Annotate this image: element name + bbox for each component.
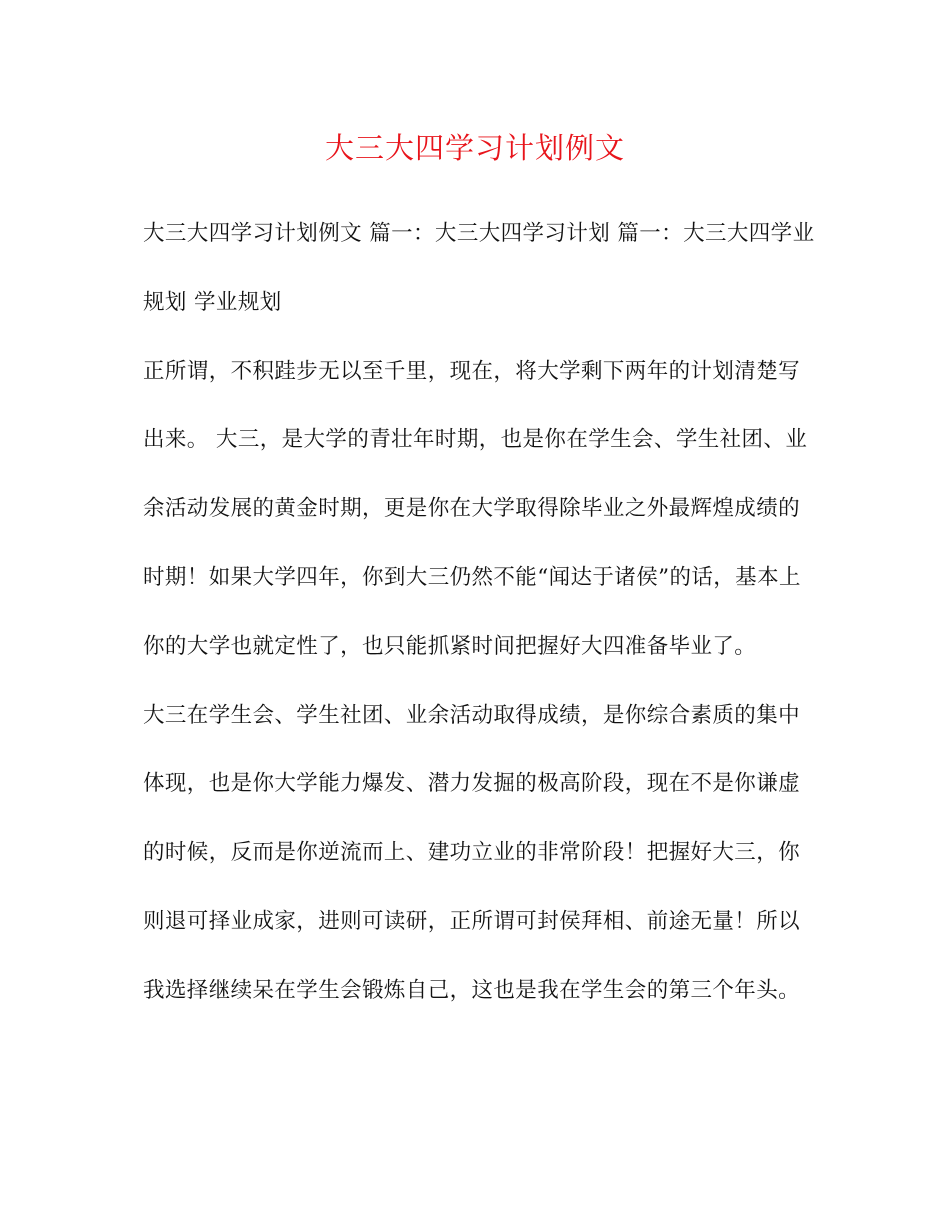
text-line: 正所谓，不积跬步无以至千里，现在，将大学剩下两年的计划清楚写 (143, 358, 801, 384)
text-line: 的时候，反而是你逆流而上、建功立业的非常阶段！把握好大三，你 (143, 840, 801, 866)
text-line: 我选择继续呆在学生会锻炼自己，这也是我在学生会的第三个年头。 (143, 977, 801, 1003)
text-line: 时期！如果大学四年，你到大三仍然不能“闻达于诸侯”的话，基本上 (143, 564, 801, 590)
text-line: 规划 学业规划 (143, 289, 282, 315)
document-body (143, 214, 813, 1040)
text-line: 则退可择业成家，进则可读研，正所谓可封侯拜相、前途无量！所以 (143, 908, 801, 934)
document-title: 大三大四学习计划例文 (324, 131, 625, 165)
text-line: 大三在学生会、学生社团、业余活动取得成绩，是你综合素质的集中 (143, 702, 801, 728)
text-line: 体现，也是你大学能力爆发、潜力发掘的极高阶段，现在不是你谦虚 (143, 771, 801, 797)
text-line: 余活动发展的黄金时期，更是你在大学取得除毕业之外最辉煌成绩的 (143, 496, 801, 522)
text-line: 出来。 大三，是大学的青壮年时期，也是你在学生会、学生社团、业 (143, 427, 808, 453)
text-line: 你的大学也就定性了，也只能抓紧时间把握好大四准备毕业了。 (143, 633, 757, 659)
text-line: 大三大四学习计划例文 篇一：大三大四学习计划 篇一：大三大四学业 (143, 221, 815, 246)
